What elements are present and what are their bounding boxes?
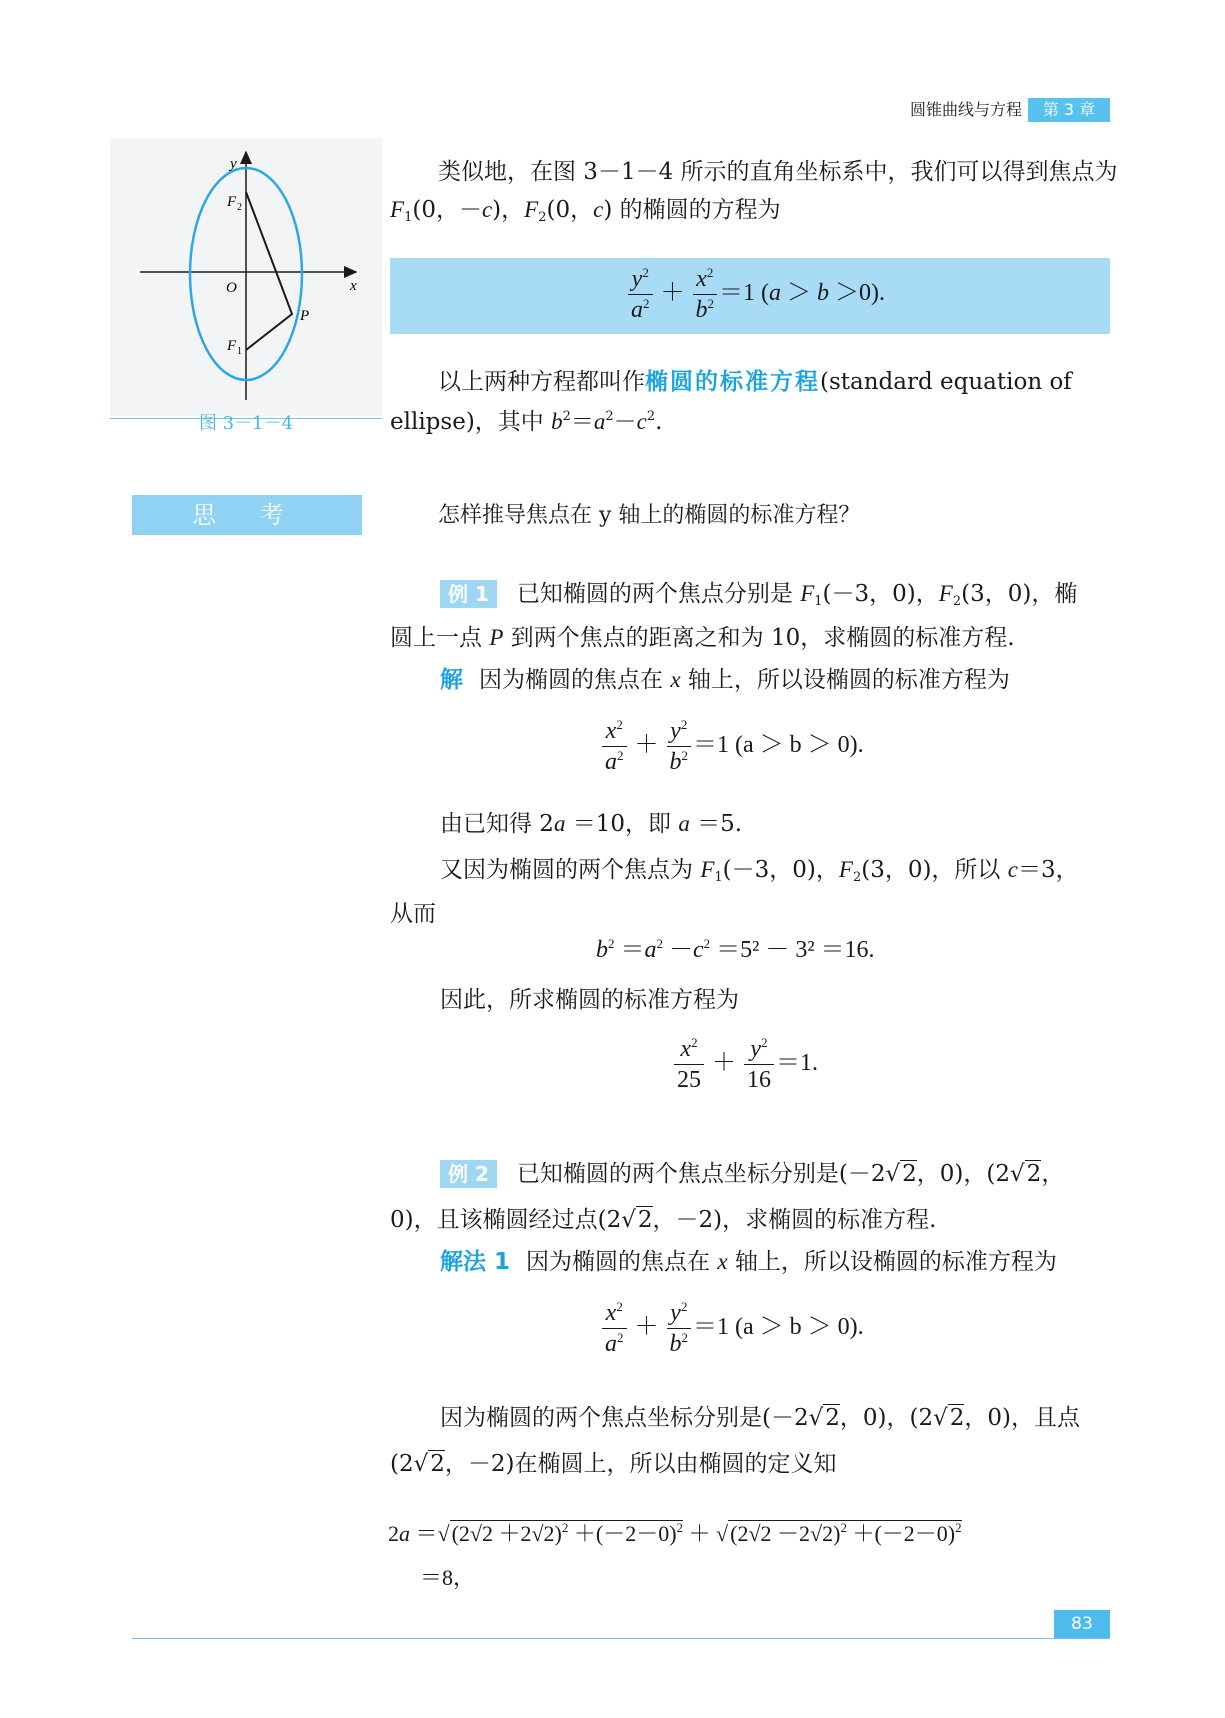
standard-equation-box	[390, 258, 1110, 334]
y-label: y	[230, 156, 237, 172]
ex2-distance-equation: $2a =√(2√2 +2√2)^2 +(-2-0)^2 + √(2√2 -2√2)^2 +(-2-0)^2$	[388, 1520, 962, 1546]
ex2-line-foci: 因为椭圆的两个焦点坐标分别是(－2√2，0)，(2√2，0)，且点	[440, 1405, 1081, 1431]
think-label: 思 考	[132, 495, 362, 535]
para2-line2: ellipse)，其中 $b^2=a^2-c^2$.	[390, 409, 663, 435]
ex1-line1: 例 1 已知椭圆的两个焦点分别是 $F_1(-3$，0)，$F_2(3$，0)，椭	[440, 572, 1110, 616]
ex2-line1: 例 2 已知椭圆的两个焦点坐标分别是(－2√2，0)，(2√2，	[440, 1152, 1112, 1196]
figure-caption: 图 3－1－4	[198, 413, 294, 434]
x-label: x	[350, 278, 357, 294]
solution-label: 解	[440, 667, 463, 693]
ex1-line2: 圆上一点 P 到两个焦点的距离之和为 10，求椭圆的标准方程.	[390, 625, 1015, 651]
ex1-line-given: 由已知得 2a ＝10，即 a ＝5.	[440, 811, 743, 837]
ex2-equation-result: ＝8，	[420, 1565, 476, 1590]
ex1-equation3: $\frac{x^2}{25}$ ＋ $\frac{y^2}{16}$ ＝1.	[672, 1034, 818, 1095]
figure-panel	[110, 138, 382, 416]
ex2-line-point: (2√2，－2)在椭圆上，所以由椭圆的定义知	[390, 1451, 837, 1477]
example-1-tag: 例 1	[440, 580, 497, 608]
footer-rule	[132, 1638, 1110, 1639]
ellipse-diagram	[110, 138, 382, 416]
focal-segments	[246, 192, 292, 350]
ex1-line-foci: 又因为椭圆的两个焦点为 $F_1(-3$，0)，$F_2(3$，0)，所以 c＝3，	[440, 857, 1079, 885]
ex1-solution-line1: 解 因为椭圆的焦点在 x 轴上，所以设椭圆的标准方程为	[440, 667, 1010, 693]
f2-subscript: 2	[237, 202, 242, 213]
section-title: 圆锥曲线与方程	[909, 100, 1022, 119]
f1-label: F	[227, 338, 237, 354]
p-label: P	[300, 308, 310, 324]
boxed-equation: $\frac{y^2}{a^2}$ ＋ $\frac{x^2}{b^2}$ ＝1 (a ＞ b ＞0).	[626, 264, 885, 325]
para1-line2: $F_1(0$，－c)，$F_2(0$，c) 的椭圆的方程为	[390, 197, 781, 225]
ex1-line-therefore: 因此，所求椭圆的标准方程为	[440, 987, 739, 1013]
term-keyword: 椭圆的标准方程	[645, 369, 820, 395]
solution-method-label: 解法 1	[440, 1249, 511, 1275]
running-header	[870, 98, 1110, 122]
ex1-equation1: $\frac{x^2}{a^2}$ ＋ $\frac{y^2}{b^2}$ ＝1 (a ＞ b ＞ 0).	[600, 716, 864, 777]
f2-label: F	[227, 194, 237, 210]
example-2-tag: 例 2	[440, 1160, 497, 1188]
think-question: 怎样推导焦点在 y 轴上的椭圆的标准方程？	[438, 503, 861, 528]
chapter-badge: 第 3 章	[1028, 98, 1110, 122]
f1-subscript: 1	[237, 346, 242, 357]
ex1-line-thus: 从而	[390, 901, 436, 927]
ex2-line2: 0)，且该椭圆经过点(2√2，－2)，求椭圆的标准方程.	[390, 1207, 937, 1233]
ex2-equation1: $\frac{x^2}{a^2}$ ＋ $\frac{y^2}{b^2}$ ＝1 (a ＞ b ＞ 0).	[600, 1298, 864, 1359]
ex1-equation2: $b^2 =a^2 -c^2 =5^2 - 3^2 =16$.	[596, 936, 875, 963]
para1-line1: 类似地，在图 3－1－4 所示的直角坐标系中，我们可以得到焦点为	[438, 159, 1118, 185]
ex2-solution-line1: 解法 1 因为椭圆的焦点在 x 轴上，所以设椭圆的标准方程为	[440, 1249, 1057, 1275]
origin-label: O	[226, 280, 237, 296]
page-number: 83	[1054, 1610, 1110, 1638]
para2-line1: 以上两种方程都叫作椭圆的标准方程(standard equation of	[438, 369, 1072, 395]
